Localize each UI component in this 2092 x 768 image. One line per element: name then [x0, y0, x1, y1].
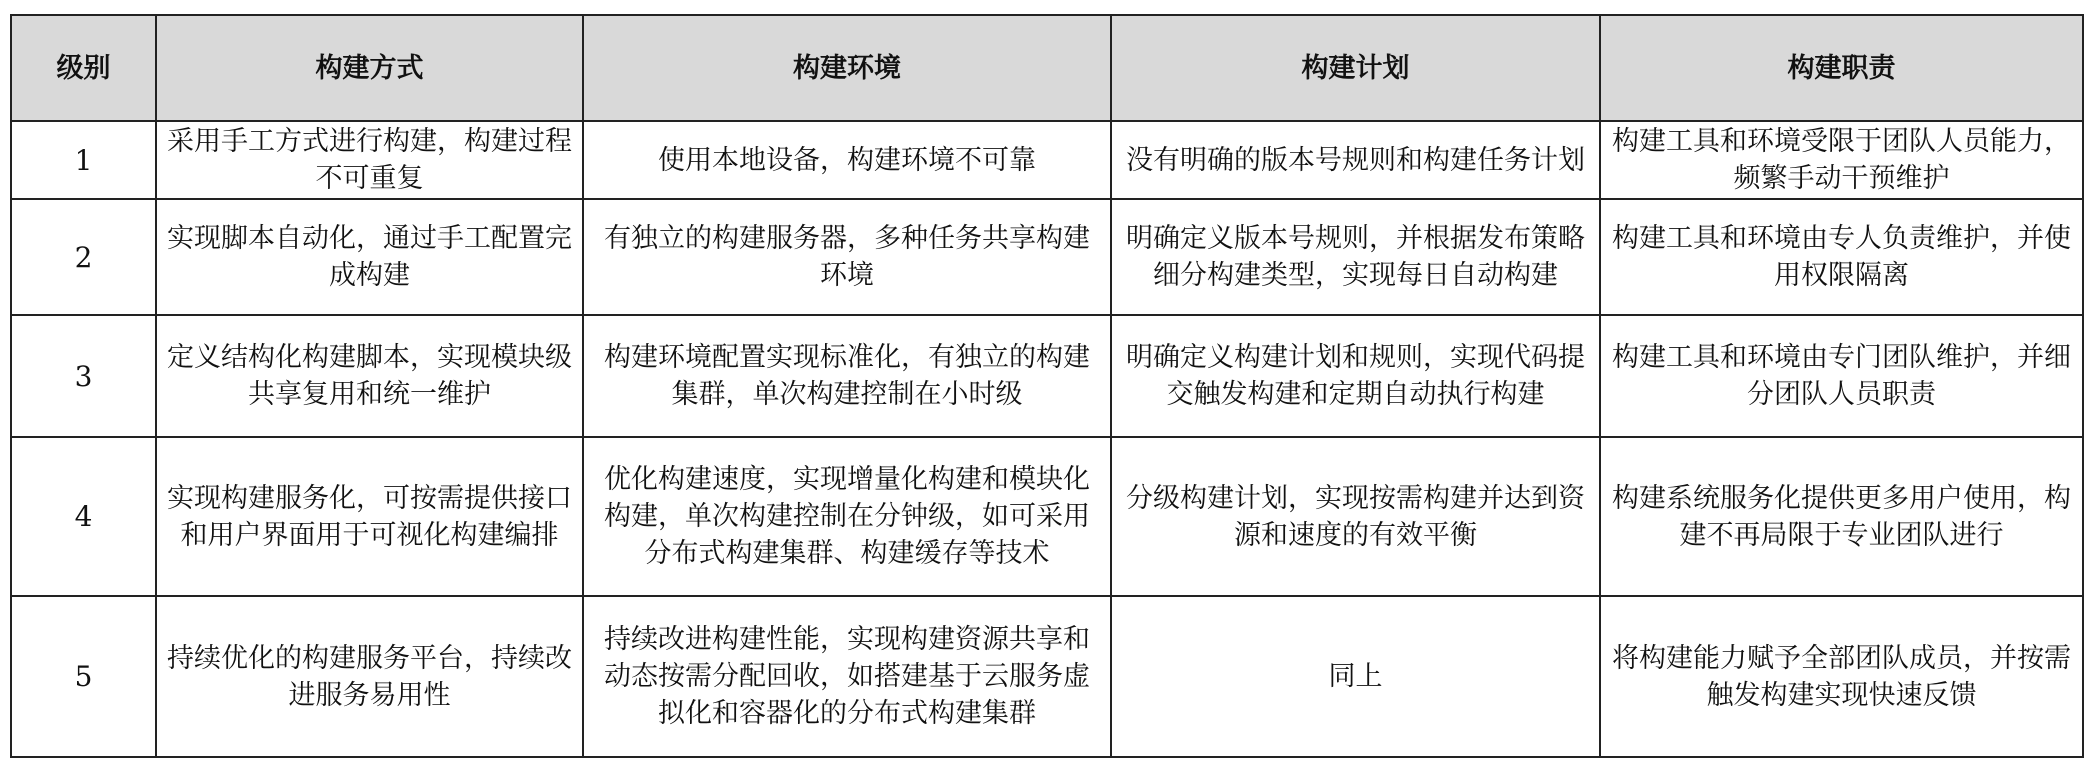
build-maturity-table: [10, 14, 2084, 758]
responsibility-cell: 构建工具和环境由专人负责维护，并使用权限隔离: [1600, 199, 2083, 314]
header-build-method: 构建方式: [156, 15, 583, 121]
environment-cell: 构建环境配置实现标准化，有独立的构建集群，单次构建控制在小时级: [583, 315, 1111, 438]
environment-cell: 有独立的构建服务器，多种任务共享构建环境: [583, 199, 1111, 314]
responsibility-cell: 构建系统服务化提供更多用户使用，构建不再局限于专业团队进行: [1600, 437, 2083, 596]
table-header-row: [11, 15, 2083, 121]
responsibility-cell: 将构建能力赋予全部团队成员，并按需触发构建实现快速反馈: [1600, 596, 2083, 757]
responsibility-cell: 构建工具和环境由专门团队维护，并细分团队人员职责: [1600, 315, 2083, 438]
level-cell: 5: [11, 596, 156, 757]
plan-cell: 分级构建计划，实现按需构建并达到资源和速度的有效平衡: [1111, 437, 1600, 596]
method-cell: 采用手工方式进行构建，构建过程不可重复: [156, 121, 583, 199]
table-row: [11, 596, 2083, 757]
table-row: [11, 121, 2083, 199]
plan-cell: 明确定义构建计划和规则，实现代码提交触发构建和定期自动执行构建: [1111, 315, 1600, 438]
table-row: [11, 315, 2083, 438]
method-cell: 实现脚本自动化，通过手工配置完成构建: [156, 199, 583, 314]
maturity-table-container: [10, 14, 2082, 758]
environment-cell: 优化构建速度，实现增量化构建和模块化构建，单次构建控制在分钟级，如可采用分布式构建集群、构建缓存等技术: [583, 437, 1111, 596]
plan-cell: 同上: [1111, 596, 1600, 757]
plan-cell: 明确定义版本号规则，并根据发布策略细分构建类型，实现每日自动构建: [1111, 199, 1600, 314]
plan-cell: 没有明确的版本号规则和构建任务计划: [1111, 121, 1600, 199]
method-cell: 定义结构化构建脚本，实现模块级共享复用和统一维护: [156, 315, 583, 438]
level-cell: 3: [11, 315, 156, 438]
level-cell: 2: [11, 199, 156, 314]
table-row: [11, 437, 2083, 596]
level-cell: 4: [11, 437, 156, 596]
table-row: [11, 199, 2083, 314]
header-build-environment: 构建环境: [583, 15, 1111, 121]
header-build-plan: 构建计划: [1111, 15, 1600, 121]
method-cell: 实现构建服务化，可按需提供接口和用户界面用于可视化构建编排: [156, 437, 583, 596]
level-cell: 1: [11, 121, 156, 199]
header-build-responsibility: 构建职责: [1600, 15, 2083, 121]
method-cell: 持续优化的构建服务平台，持续改进服务易用性: [156, 596, 583, 757]
environment-cell: 使用本地设备，构建环境不可靠: [583, 121, 1111, 199]
responsibility-cell: 构建工具和环境受限于团队人员能力，频繁手动干预维护: [1600, 121, 2083, 199]
environment-cell: 持续改进构建性能，实现构建资源共享和动态按需分配回收，如搭建基于云服务虚拟化和容器化的分布式构建集群: [583, 596, 1111, 757]
header-level: 级别: [11, 15, 156, 121]
